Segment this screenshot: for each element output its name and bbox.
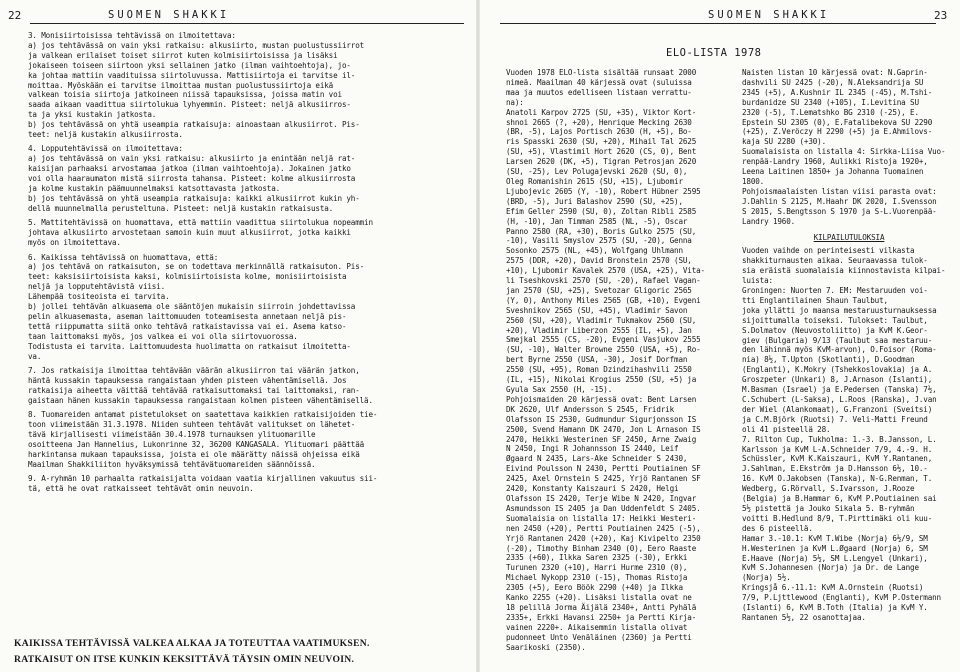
page-number-right: 23	[934, 9, 948, 22]
text-line: Saarikoski (2350).	[506, 642, 586, 652]
text-line: sia eräistä suomalaisia kiinnostavista kilpai-	[742, 266, 946, 276]
text-line: sijoittumalla toiseksi. Tulokset: Taulbut,	[742, 315, 928, 325]
text-line: 2345 (+5), A.Kushnir IL 2345 (-45), M.Tshi-	[742, 87, 933, 97]
elo-list-title: ELO-LISTA 1978	[666, 47, 762, 59]
text-line: kaja SU 2280 (+30).	[742, 137, 827, 147]
text-line: Wedberg, G.Rörvall, S.Ivarsson, J.Rooze	[742, 484, 915, 494]
text-line: Landry 1960.	[742, 216, 796, 226]
text-line: moittaa. Myöskään ei tarvitse ilmoittaa mustan puolustussiirtoja eikä	[28, 80, 334, 90]
text-line: nen 2450 (+20), Pertti Poutiainen 2425 (-5),	[506, 523, 701, 533]
text-line: dellä muunnelmalla perusteltuna. Pisteet: neljä kustakin ratkaisusta.	[28, 203, 334, 213]
text-line: 2335+, Erkki Havansi 2250+ ja Pertti Kirja-	[506, 612, 697, 622]
text-line: Groszpeter (Unkari) 8, J.Arnason (Islanti),	[742, 375, 933, 385]
text-line: harkintansa mukaan tapauksissa, joista ei ole määrätty näissä ohjeissa eikä	[28, 449, 360, 459]
text-line: (SU, -25), Lev Polugajevski 2620 (SU, 0),	[506, 167, 688, 177]
text-line: Pohjoismaalaisten listan viisi parasta ovat:	[742, 186, 937, 196]
text-line: shakkiturnausten aikaa. Seuraavassa tulok-	[742, 256, 928, 266]
text-line: N 2450, Ingi R Johannsson IS 2440, Leif	[506, 444, 679, 454]
text-line: kaisijan parhaaksi arvostamaa jatkoa (ilman vaihtoehtoja). Jokainen jatko	[28, 164, 351, 174]
page-fold	[476, 0, 480, 672]
text-line: 9. A-ryhmän 10 parhaalta ratkaisijalta voidaan vaatia kirjallinen vakuutus sii-	[28, 474, 378, 484]
text-line: Kringsjå 6.-11.1: KvM A.Ornstein (Ruotsi)	[742, 583, 924, 593]
text-line: li Tseshkovski 2570 (SU, -20), Rafael Vagan-	[506, 276, 701, 286]
text-line: ka johtaa mattiin vaadituissa siirtoluvussa. Mattisiirtoja ei tarvitse il-	[28, 70, 356, 80]
text-line: b) jollei tehtävän alkuasema ole sääntöjen mukaisin siirroin johdettavissa	[28, 302, 356, 312]
text-line: 3. Monisiirtoisissa tehtävissä on ilmoitettava:	[28, 31, 236, 40]
text-line: 2560 (SU, +20), Vladimir Tukmakov 2560 (SU,	[506, 315, 697, 325]
text-line: (Y, 0), Anthony Miles 2565 (GB, +10), Evgeni	[506, 295, 701, 305]
text-line: 2425, Axel Ornstein S 2425, Yrjö Rantanen SF	[506, 474, 701, 484]
text-line: (IL, +15), Nikolai Krogius 2550 (SU, +5) ja	[506, 375, 697, 385]
text-line: (H, -10), Jan Timman 2585 (NL, -5), Oscar	[506, 216, 688, 226]
text-line: (Englanti), K.Mokry (Tshekkoslovakia) ja A.	[742, 365, 933, 375]
text-line: shnoi 2665 (?, +20), Henrique Mecking 2630	[506, 117, 692, 127]
text-line: den lähinnä myös KvM-arvon), O.Foisor (Roma-	[742, 345, 937, 355]
rule-item	[28, 253, 466, 362]
text-line: Suomalaisia on listalla 17: Heikki Westeri-	[506, 513, 697, 523]
text-line: Sosonko 2575 (NL, +45), Wolfgang Uhlmann	[506, 246, 683, 256]
text-line: H.Westerinen ja KvM L.Øgaard (Norja) 6, SM	[742, 543, 928, 553]
text-line: ratkaisija aiheetta väittää tehtävää ratkaisuttomaksi tai laittomaksi, ran-	[28, 385, 360, 395]
text-line: Michael Nykopp 2310 (-15), Thomas Ristoja	[506, 573, 688, 583]
text-line: Panno 2580 (RA, +30), Boris Gulko 2575 (SU,	[506, 226, 697, 236]
text-line: nia) 8½, T.Upton (Skotlanti), D.Goodman	[742, 355, 915, 365]
text-line: Vuoden vaihde on perinteisesti vilkasta	[742, 246, 915, 256]
text-line: Eivind Poulsson N 2430, Pertti Poutiainen SF	[506, 464, 701, 474]
text-line: Ljubojevic 2605 (Y, -10), Robert Hübner 2595	[506, 186, 701, 196]
text-line: J.Dahlin S 2125, M.Haahr DK 2020, I.Svensson	[742, 196, 937, 206]
text-line: 2305 (+5), Eero Böök 2290 (+40) ja Ilkka	[506, 583, 683, 593]
text-line: Vuoden 1978 ELO-lista sisältää runsaat 2000	[506, 68, 697, 77]
text-line: renpää-Landry 1960, Aulikki Ristoja 1920+,	[742, 157, 928, 167]
text-line: tti Englantilainen Shaun Taulbut,	[742, 295, 888, 305]
page-22	[0, 0, 472, 672]
text-line: J.Sahlman, E.Ekström ja D.Hansson 6½, 10.-	[742, 464, 928, 474]
text-line: E.Haave (Norja) 5½, SM L.Lengyel (Unkari),	[742, 553, 928, 563]
text-line: Anatoli Karpov 2725 (SU, +35), Viktor Kort-	[506, 107, 697, 117]
text-line: Turunen 2320 (+10), Harri Hurme 2310 (0),	[506, 563, 688, 573]
rule-item	[28, 474, 466, 494]
text-line: Gyula Sax 2550 (H, -15).	[506, 385, 613, 394]
text-line: teet: kaksisiirtoisista kaksi, kolmisiirtoisista kolme, monisiirtoisista	[28, 272, 347, 282]
text-line: M.Basman (Israel) ja E.Pedersen (Tanska) 7½,	[742, 385, 937, 395]
running-header-left: SUOMEN SHAKKI	[108, 9, 230, 21]
text-line: luista:	[742, 276, 773, 286]
text-line: saada aikaan vaadittua siirtolukua lyhyemmin. Pisteet: neljä alkusiirros-	[28, 100, 351, 110]
text-line: a) jos tehtävässä on vain yksi ratkaisu: alkusiirto ja enintään neljä rat-	[28, 154, 356, 164]
text-line: joka yllätti jo maansa mestaruusturnauksessa	[742, 305, 937, 315]
text-line: tä, että he ovat ratkaisseet tehtävät omin neuvoin.	[28, 483, 254, 493]
text-line: Hamar 3.-10.1: KvM T.Wibe (Norja) 6½/9, SM	[742, 533, 928, 543]
text-line: 7. Rilton Cup, Tukholma: 1.-3. B.Jansson, L.	[742, 434, 937, 444]
text-line: DK 2620, Ulf Andersson S 2545, Fridrik	[506, 404, 675, 414]
text-line: na):	[506, 97, 524, 107]
rule-item	[28, 218, 466, 248]
text-line: osoitteena Jan Hannelius, Lukonrinne 32, 36200 KANGASALA. Ylituomari päättää	[28, 439, 365, 449]
text-line: (BR, -5), Lajos Portisch 2630 (H, +5), Bo-	[506, 127, 692, 137]
text-line: 2500, Svend Hamann DK 2470, Jon L Arnason IS	[506, 424, 701, 434]
text-line: neljä ja lopputehtävistä viisi.	[28, 282, 166, 292]
text-line: 5½ pistettä ja Jouko Sikala 5. B-ryhmän	[742, 503, 915, 513]
text-line: toon viimeistään 31.3.1978. Niiden suhteen tehtävät valitukset on lähetet-	[28, 420, 356, 430]
text-line: nimeä. Maailman 40 kärjessä ovat (suluissa	[506, 77, 692, 87]
text-line: tävä kirjallisesti viimeistään 30.4.1978 turnauksen ylituomarille	[28, 429, 316, 439]
text-line: 2575 (DDR, +20), David Bronstein 2570 (SU,	[506, 256, 692, 266]
text-line: C.Schubert (L-Saksa), L.Roos (Ranska), J.van	[742, 395, 937, 404]
text-line: Asmundsson IS 2405 ja Dan Uddenfeldt S 2405.	[506, 503, 701, 513]
text-line: ja kolme kustakin päämuunnelmaksi katsottavasta jatkosta.	[28, 184, 281, 194]
text-line: voi olla haaraumaton mistä siirrosta tahansa. Pisteet: kolme alkusiirrosta	[28, 174, 356, 184]
text-line: Efim Geller 2590 (SU, 0), Zoltan Ribli 2585	[506, 206, 697, 216]
text-line: dashvili SU 2425 (-20), N.Aleksandrija SU	[742, 77, 924, 87]
text-line: (SU, -10), Walter Browne 2550 (USA, +5), Ro-	[506, 345, 701, 355]
text-line: Kanko 2255 (+20). Lisäksi listalla ovat ne	[506, 593, 692, 603]
text-line: 6. Kaikissa tehtävissä on huomattava, että:	[28, 252, 219, 262]
text-line: 16. KvM O.Jakobsen (Tanska), N-G.Renman, T.	[742, 474, 933, 484]
text-line: +20), Vladimir Liberzon 2555 (IL, +5), Jan	[506, 325, 692, 335]
text-line: 7. Jos ratkaisija ilmoittaa tehtävään väärän alkusiirron tai väärän jatkon,	[28, 366, 360, 375]
elo-column-left	[506, 68, 726, 652]
rule-item	[28, 31, 466, 140]
text-line: taan laittomaksi myös, jos valkea ei voi olla siirtovuorossa.	[28, 331, 298, 341]
text-line: Schüssler, KvM K.Kaiszauri, KvM Y.Rantanen,	[742, 454, 933, 464]
text-line: ris Spasski 2630 (SU, +20), Mihail Tal 2625	[506, 137, 697, 147]
rules-text	[28, 31, 466, 498]
text-line: 2320 (-5), T.Lematshko BG 2310 (-25), E.	[742, 107, 919, 117]
header-rule-right	[500, 23, 936, 24]
text-line: S 2015, S.Bengtsson S 1970 ja S-L.Vuorenpää-	[742, 206, 937, 216]
text-line: oli 41 pisteellä 28.	[742, 424, 831, 434]
text-line: +10), Ljubomir Kavalek 2570 (USA, +25), Vita-	[506, 266, 705, 276]
text-line: jokaiseen toiseen siirtoon yksi sellainen jatko (ilman vaihtoehtoja), jo-	[28, 60, 351, 70]
text-line: jan 2570 (SU, +25), Svetozar Gligoric 2565	[506, 285, 692, 295]
rule-item	[28, 366, 466, 406]
text-line: teet: neljä kustakin alkusiirrosta.	[28, 130, 183, 140]
text-line: a) jos tehtävässä on vain yksi ratkaisu: alkusiirto, mustan puolustussiirrot	[28, 40, 365, 50]
text-line: Larsen 2620 (DK, +5), Tigran Petrosjan 2620	[506, 157, 697, 167]
text-line: ja valkean erilaiset toiset siirrot kuten kolmisiirtoisissa ja lisäksi	[28, 50, 338, 60]
text-line: 2550 (SU, +95), Roman Dzindzihashvili 2550	[506, 365, 692, 375]
rule-item	[28, 410, 466, 469]
notice-banner-1: KAIKISSA TEHTÄVISSÄ VALKEA ALKAA JA TOTEUTTAA VAATIMUKSEN.	[14, 638, 370, 649]
text-line: des 6 pisteellä.	[742, 523, 813, 533]
text-line: pelin alkuasemasta, aseman laittomuuden toteamisesta annetaan neljä pis-	[28, 311, 347, 321]
text-line: 18 pelillä Jorma Äijälä 2340+, Antti Pyhälä	[506, 602, 697, 612]
text-line: Smejkal 2555 (CS, -20), Evgeni Vasjukov 2555	[506, 335, 701, 345]
text-line: voitti B.Hedlund 8/9, T.Pirttimäki oli kuu-	[742, 513, 933, 523]
text-line: 8. Tuomareiden antamat pistetulokset on saatettava kaikkien ratkaisijoiden tie-	[28, 410, 378, 420]
text-line: Oleg Romanishin 2615 (SU, +15), Ljubomir	[506, 176, 683, 186]
text-line: tettä riippumatta siitä onko tehtävä ratkaistavissa vai ei. Asema katso-	[28, 321, 347, 331]
page-number-left: 22	[8, 9, 22, 22]
text-line: Lähempää tositeoista ei tarvita.	[28, 292, 170, 302]
text-line: Yrjö Rantanen 2420 (+20), Kaj Kivipelto 2350	[506, 533, 701, 543]
text-line: (Belgia) ja B.Hammar 6, KvM P.Poutiainen sai	[742, 494, 937, 504]
text-line: 1800.	[742, 176, 765, 186]
text-line: (Norja) 5½.	[742, 573, 791, 583]
text-line: b) jos tehtävässä on yhtä useampia ratkaisuja: ainoastaan alkusiirrot. Pis-	[28, 120, 360, 130]
text-line: 5. Mattitehtävissä on huomattava, että mattiin vaadittua siirtolukua nopeammin	[28, 218, 373, 228]
text-line: 4. Lopputehtävissä on ilmoitettava:	[28, 144, 183, 154]
text-line: Karlsson ja KvM L-A.Schneider 7/9, 4.-9. H.	[742, 444, 933, 454]
text-line: b) jos tehtävässä on yhtä useampia ratkaisuja: kaikki alkusiirrot kukin yh-	[28, 194, 360, 203]
text-line: Maailman Shakkiliiton hyväksymissä tehtävätuomareiden säännöissä.	[28, 459, 316, 469]
text-line: Leena Laitinen 1850+ ja Johanna Tuomainen	[742, 167, 924, 177]
text-line: S.Dolmatov (Neuvostoliitto) ja KvM K.Geor-	[742, 325, 928, 335]
text-line: Groningen: Nuorten 7. EM: Mestaruuden voi-	[742, 286, 928, 296]
text-line: giev (Bulgaria) 9/13 (Taulbut saa mestaruu-	[742, 335, 933, 345]
text-line: der Wiel (Alankomaat), G.Franzoni (Sveitsi)	[742, 404, 933, 414]
rule-item	[28, 144, 466, 213]
text-line: johtava alkusiirto arvostetaan samoin kuin muut alkusiirrot, jotka kaikki	[28, 228, 351, 238]
text-line: gaistaan hänen kussakin tapauksessa rangaistaan kolmen pisteen vähentämisellä.	[28, 395, 373, 405]
text-line: Epstein SU 2305 (0), E.Fatalibekova SU 2290	[742, 117, 933, 127]
page-23	[486, 0, 960, 672]
text-line: häntä kussakin tapauksessa rangaistaan yhden pisteen vähentämisellä. Jos	[28, 375, 347, 385]
text-line: Rantanen 5½, 22 osanottajaa.	[742, 612, 866, 622]
text-line: (Islanti) 6, KvM B.Toth (Italia) ja KvM Y.	[742, 603, 928, 613]
text-line: pudonneet Unto Venäläinen (2360) ja Pertti	[506, 632, 692, 642]
text-line: ja C.M.Björk (Ruotsi) 7. Veli-Matti Freund	[742, 414, 928, 424]
text-line: (-20), Timothy Binham 2340 (0), Eero Raaste	[506, 543, 697, 553]
text-line: Pohjoismaiden 20 kärjessä ovat: Bent Larsen	[506, 394, 697, 404]
text-line: (BRD, -5), Juri Balashov 2590 (SU, +25),	[506, 196, 683, 206]
womens-list-text	[742, 68, 956, 227]
text-line: -10), Vasili Smyslov 2575 (SU, -20), Genna	[506, 236, 692, 246]
text-line: (SU, +5), Vlastimil Hort 2620 (CS, 0), Bent	[506, 147, 697, 157]
text-line: 7/9, P.Ljttlewood (Englanti), KvM P.Ostermann	[742, 593, 941, 603]
text-line: Sveshnikov 2565 (SU, +45), Vladimir Savon	[506, 305, 688, 315]
text-line: Todistusta ei tarvita. Laittomuudesta huolimatta on ratkaisut ilmoitetta-	[28, 341, 351, 351]
notice-banner-2: RATKAISUT ON ITSE KUNKIN KEKSITTÄVÄ TÄYSIN OMIN NEUVOIN.	[14, 654, 355, 665]
text-line: Olafsson IS 2530, Gudmundur Sigurjonsson IS	[506, 414, 697, 424]
text-line: bert Byrne 2550 (USA, -30), Josif Dorfman	[506, 355, 688, 365]
section-title-results: KILPAILUTULOKSIA	[813, 232, 885, 242]
text-line: valkean toisia siirtoja jatkoineen niissä tapauksissa, joissa matin voi	[28, 90, 342, 100]
text-line: Olafsson IS 2420, Terje Wibe N 2420, Ingvar	[506, 493, 697, 503]
text-line: a) jos tehtävä on ratkaisuton, se on todettava merkinnällä ratkaisuton. Pis-	[28, 262, 365, 272]
text-line: (+25), Z.Veröczy H 2290 (+5) ja E.Ahmilovs-	[742, 127, 933, 137]
text-line: Suomalaisista on listalla 4: Sirkka-Liisa Vuo-	[742, 147, 946, 157]
text-line: vainen 2220+. Aikaisemmin listalla olivat	[506, 622, 688, 632]
text-line: 2335 (+60), Ilkka Saren 2325 (-30), Erkki	[506, 553, 688, 563]
tournament-results-text	[742, 246, 956, 622]
text-line: KvM S.Johannesen (Norja) ja Dr. de Lange	[742, 563, 919, 573]
header-rule-left	[30, 23, 464, 24]
text-line: 2470, Heikki Westerinen SF 2450, Arne Zwaig	[506, 434, 697, 444]
elo-column-right	[742, 68, 956, 623]
text-line: va.	[28, 351, 42, 361]
text-line: burdanidze SU 2340 (+105), I.Levitina SU	[742, 97, 919, 107]
text-line: Naisten listan 10 kärjessä ovat: N.Gaprin-	[742, 68, 928, 77]
text-line: myös on ilmoitettava.	[28, 238, 121, 248]
text-line: maa ja muutos edelliseen listaan verrattu-	[506, 87, 692, 97]
text-line: Øgaard N 2435, Lars-Ake Schneider S 2430,	[506, 454, 688, 464]
text-line: ta ja yksi kustakin jatkosta.	[28, 110, 157, 120]
running-header-right: SUOMEN SHAKKI	[708, 9, 830, 21]
text-line: 2420, Konstanty Kaiszauri S 2420, Helgi	[506, 484, 679, 494]
